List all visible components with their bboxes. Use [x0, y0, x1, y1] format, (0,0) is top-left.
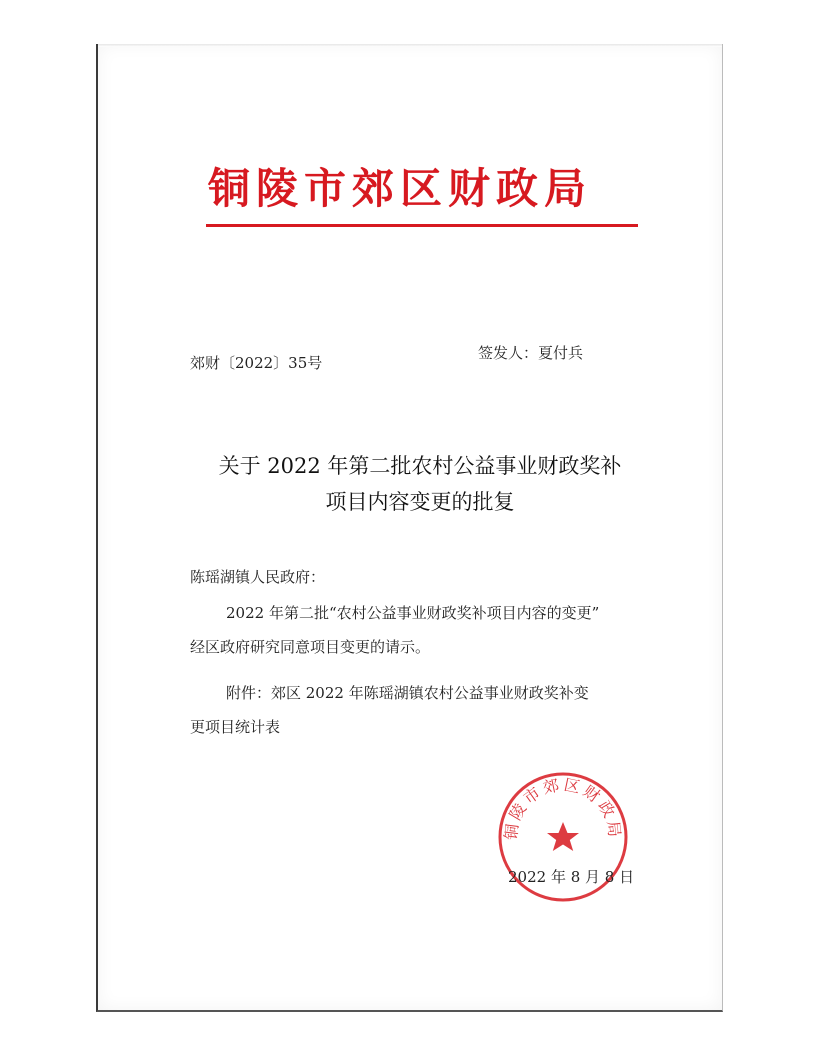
agency-masthead: 铜陵市郊区财政局: [208, 164, 593, 213]
title-line-2: 项目内容变更的批复: [325, 490, 515, 514]
red-divider-line: [206, 224, 638, 227]
attachment-line: 更项目统计表: [190, 718, 281, 736]
issue-date: 2022 年 8 月 8 日: [508, 868, 635, 886]
seal-text: 铜陵市郊区财政局: [501, 774, 625, 842]
title-line-1: 关于 2022 年第二批农村公益事业财政奖补: [218, 454, 622, 478]
paragraph-line: 经区政府研究同意项目变更的请示。: [190, 638, 431, 656]
document-number: 郊财〔2022〕35号: [190, 354, 323, 372]
attachment-line: 附件：郊区 2022 年陈瑶湖镇农村公益事业财政奖补变: [226, 684, 589, 702]
issuer-signature: 签发人：夏付兵: [478, 344, 584, 362]
star-icon: [547, 822, 579, 851]
recipient: 陈瑶湖镇人民政府：: [190, 568, 326, 586]
paragraph-line: 2022 年第二批“农村公益事业财政奖补项目内容的变更”: [226, 604, 600, 622]
document-title: [170, 448, 670, 520]
